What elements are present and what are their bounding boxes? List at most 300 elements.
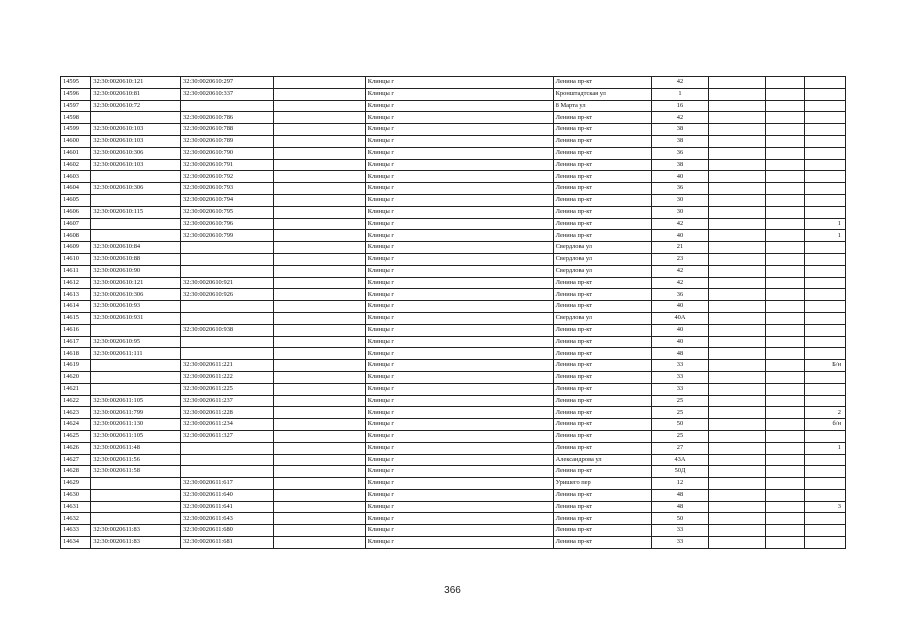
street-cell: Ленина пр-кт [553,147,651,159]
table-row [61,253,846,265]
street-cell: Свердлова ул [553,265,651,277]
city-cell: Клинцы г [365,147,553,159]
table-row [61,430,846,442]
table-row [61,419,846,431]
apartment-cell [805,301,846,313]
record-number-cell: 14606 [61,206,91,218]
record-number-cell: 14609 [61,242,91,254]
empty-cell [273,513,365,525]
related-cadastral-number-cell [181,242,274,254]
street-cell: 8 Марта ул [553,100,651,112]
empty-cell [273,77,365,89]
building-cell [709,277,765,289]
city-cell: Клинцы г [365,301,553,313]
house-number-cell: 25 [651,407,708,419]
related-cadastral-number-cell [181,442,274,454]
building-cell [709,159,765,171]
related-cadastral-number-cell: 32:30:0020611:680 [181,525,274,537]
building-cell [709,395,765,407]
table-row [61,171,846,183]
street-cell: Ленина пр-кт [553,206,651,218]
related-cadastral-number-cell: 32:30:0020610:794 [181,194,274,206]
table-row [61,537,846,549]
city-cell: Клинцы г [365,395,553,407]
record-number-cell: 14626 [61,442,91,454]
house-number-cell: 40 [651,171,708,183]
house-number-cell: 50 [651,419,708,431]
empty-cell [765,513,805,525]
empty-cell [273,395,365,407]
city-cell: Клинцы г [365,135,553,147]
building-cell [709,77,765,89]
house-number-cell: 33 [651,537,708,549]
empty-cell [273,135,365,147]
cadastral-number-cell: 32:30:0020611:56 [91,454,181,466]
table-row [61,194,846,206]
apartment-cell [805,277,846,289]
apartment-cell: 3 [805,501,846,513]
street-cell: Свердлова ул [553,312,651,324]
empty-cell [273,253,365,265]
cadastral-number-cell [91,194,181,206]
cadastral-number-cell: 32:30:0020611:83 [91,537,181,549]
building-cell [709,419,765,431]
empty-cell [273,159,365,171]
table-row [61,147,846,159]
city-cell: Клинцы г [365,336,553,348]
house-number-cell: 25 [651,395,708,407]
street-cell: Ленина пр-кт [553,430,651,442]
building-cell [709,454,765,466]
house-number-cell: 33 [651,525,708,537]
street-cell: Ленина пр-кт [553,466,651,478]
apartment-cell [805,265,846,277]
empty-cell [273,537,365,549]
related-cadastral-number-cell [181,336,274,348]
house-number-cell: 36 [651,183,708,195]
property-registry-table [60,76,846,549]
city-cell: Клинцы г [365,124,553,136]
cadastral-number-cell: 32:30:0020611:130 [91,419,181,431]
house-number-cell: 40 [651,301,708,313]
apartment-cell [805,242,846,254]
table-row [61,336,846,348]
empty-cell [273,242,365,254]
record-number-cell: 14632 [61,513,91,525]
cadastral-number-cell [91,171,181,183]
record-number-cell: 14601 [61,147,91,159]
related-cadastral-number-cell [181,253,274,265]
city-cell: Клинцы г [365,312,553,324]
table-row [61,265,846,277]
street-cell: Ленина пр-кт [553,301,651,313]
city-cell: Клинцы г [365,230,553,242]
empty-cell [273,194,365,206]
cadastral-number-cell: 32:30:0020610:115 [91,206,181,218]
city-cell: Клинцы г [365,253,553,265]
apartment-cell [805,489,846,501]
record-number-cell: 14612 [61,277,91,289]
cadastral-number-cell: 32:30:0020610:103 [91,159,181,171]
house-number-cell: 40 [651,324,708,336]
table-row [61,407,846,419]
table-row [61,454,846,466]
house-number-cell: 42 [651,265,708,277]
street-cell: Ленина пр-кт [553,407,651,419]
related-cadastral-number-cell: 32:30:0020610:796 [181,218,274,230]
related-cadastral-number-cell [181,348,274,360]
street-cell: Ленина пр-кт [553,171,651,183]
house-number-cell: 38 [651,135,708,147]
street-cell: Кронштадтская ул [553,88,651,100]
table-row [61,360,846,372]
empty-cell [765,218,805,230]
building-cell [709,513,765,525]
city-cell: Клинцы г [365,88,553,100]
cadastral-number-cell: 32:30:0020611:799 [91,407,181,419]
empty-cell [765,265,805,277]
record-number-cell: 14620 [61,371,91,383]
related-cadastral-number-cell [181,312,274,324]
record-number-cell: 14624 [61,419,91,431]
empty-cell [273,218,365,230]
record-number-cell: 14627 [61,454,91,466]
table-row [61,100,846,112]
street-cell: Ленина пр-кт [553,513,651,525]
house-number-cell: 40 [651,230,708,242]
city-cell: Клинцы г [365,537,553,549]
cadastral-number-cell [91,478,181,490]
table-row [61,183,846,195]
house-number-cell: 27 [651,442,708,454]
empty-cell [273,371,365,383]
empty-cell [765,537,805,549]
related-cadastral-number-cell: 32:30:0020610:791 [181,159,274,171]
street-cell: Ленина пр-кт [553,77,651,89]
building-cell [709,478,765,490]
empty-cell [273,348,365,360]
building-cell [709,489,765,501]
empty-cell [765,407,805,419]
empty-cell [765,419,805,431]
house-number-cell: 42 [651,277,708,289]
empty-cell [765,348,805,360]
record-number-cell: 14629 [61,478,91,490]
house-number-cell: 50Д [651,466,708,478]
street-cell: Ленина пр-кт [553,336,651,348]
house-number-cell: 21 [651,242,708,254]
street-cell: Ленина пр-кт [553,442,651,454]
empty-cell [765,183,805,195]
related-cadastral-number-cell: 32:30:0020611:327 [181,430,274,442]
city-cell: Клинцы г [365,159,553,171]
city-cell: Клинцы г [365,489,553,501]
empty-cell [273,100,365,112]
related-cadastral-number-cell [181,265,274,277]
city-cell: Клинцы г [365,206,553,218]
related-cadastral-number-cell: 32:30:0020610:921 [181,277,274,289]
apartment-cell [805,112,846,124]
empty-cell [765,242,805,254]
empty-cell [273,454,365,466]
street-cell: Ленина пр-кт [553,537,651,549]
city-cell: Клинцы г [365,513,553,525]
related-cadastral-number-cell: 32:30:0020611:228 [181,407,274,419]
street-cell: Ленина пр-кт [553,289,651,301]
empty-cell [273,265,365,277]
table-row [61,301,846,313]
empty-cell [765,88,805,100]
record-number-cell: 14603 [61,171,91,183]
city-cell: Клинцы г [365,348,553,360]
building-cell [709,230,765,242]
empty-cell [765,77,805,89]
related-cadastral-number-cell: 32:30:0020611:225 [181,383,274,395]
record-number-cell: 14622 [61,395,91,407]
cadastral-number-cell [91,489,181,501]
empty-cell [765,171,805,183]
house-number-cell: 42 [651,112,708,124]
building-cell [709,301,765,313]
street-cell: Ленина пр-кт [553,360,651,372]
building-cell [709,430,765,442]
street-cell: Ленина пр-кт [553,383,651,395]
related-cadastral-number-cell: 32:30:0020610:337 [181,88,274,100]
related-cadastral-number-cell: 32:30:0020610:792 [181,171,274,183]
apartment-cell [805,430,846,442]
cadastral-number-cell: 32:30:0020611:105 [91,430,181,442]
related-cadastral-number-cell: 32:30:0020610:297 [181,77,274,89]
building-cell [709,183,765,195]
table-row [61,466,846,478]
apartment-cell [805,348,846,360]
related-cadastral-number-cell: 32:30:0020610:926 [181,289,274,301]
house-number-cell: 48 [651,501,708,513]
related-cadastral-number-cell: 32:30:0020611:643 [181,513,274,525]
record-number-cell: 14602 [61,159,91,171]
empty-cell [273,501,365,513]
table-row [61,442,846,454]
city-cell: Клинцы г [365,112,553,124]
table-row [61,218,846,230]
table-row [61,312,846,324]
record-number-cell: 14608 [61,230,91,242]
city-cell: Клинцы г [365,466,553,478]
house-number-cell: 25 [651,430,708,442]
empty-cell [273,430,365,442]
city-cell: Клинцы г [365,454,553,466]
building-cell [709,171,765,183]
apartment-cell [805,135,846,147]
apartment-cell [805,147,846,159]
house-number-cell: 33 [651,360,708,372]
house-number-cell: 42 [651,77,708,89]
cadastral-number-cell [91,112,181,124]
empty-cell [273,525,365,537]
apartment-cell [805,525,846,537]
street-cell: Ленина пр-кт [553,230,651,242]
house-number-cell: 48 [651,489,708,501]
table-row [61,525,846,537]
table-row [61,513,846,525]
building-cell [709,324,765,336]
street-cell: Ленина пр-кт [553,194,651,206]
table-row [61,478,846,490]
house-number-cell: 50 [651,513,708,525]
table-row [61,289,846,301]
related-cadastral-number-cell [181,100,274,112]
apartment-cell: 1 [805,218,846,230]
table-row [61,348,846,360]
empty-cell [273,324,365,336]
empty-cell [273,336,365,348]
cadastral-number-cell: 32:30:0020611:111 [91,348,181,360]
related-cadastral-number-cell: 32:30:0020611:222 [181,371,274,383]
house-number-cell: 36 [651,289,708,301]
empty-cell [273,360,365,372]
record-number-cell: 14623 [61,407,91,419]
cadastral-number-cell [91,230,181,242]
house-number-cell: 42 [651,218,708,230]
building-cell [709,371,765,383]
apartment-cell [805,100,846,112]
street-cell: Ленина пр-кт [553,348,651,360]
house-number-cell: 38 [651,159,708,171]
record-number-cell: 14613 [61,289,91,301]
apartment-cell [805,466,846,478]
street-cell: Ленина пр-кт [553,501,651,513]
city-cell: Клинцы г [365,442,553,454]
building-cell [709,135,765,147]
table-row [61,383,846,395]
empty-cell [765,277,805,289]
building-cell [709,100,765,112]
cadastral-number-cell: 32:30:0020610:121 [91,277,181,289]
house-number-cell: 16 [651,100,708,112]
empty-cell [765,466,805,478]
house-number-cell: 38 [651,124,708,136]
empty-cell [765,360,805,372]
related-cadastral-number-cell: 32:30:0020611:234 [181,419,274,431]
apartment-cell: Б/н [805,360,846,372]
cadastral-number-cell: 32:30:0020610:84 [91,242,181,254]
table-row [61,277,846,289]
record-number-cell: 14597 [61,100,91,112]
apartment-cell [805,183,846,195]
empty-cell [765,442,805,454]
street-cell: Ленина пр-кт [553,218,651,230]
apartment-cell [805,206,846,218]
empty-cell [765,253,805,265]
building-cell [709,360,765,372]
building-cell [709,242,765,254]
empty-cell [765,112,805,124]
city-cell: Клинцы г [365,478,553,490]
cadastral-number-cell [91,513,181,525]
record-number-cell: 14633 [61,525,91,537]
city-cell: Клинцы г [365,383,553,395]
building-cell [709,442,765,454]
building-cell [709,537,765,549]
building-cell [709,124,765,136]
building-cell [709,253,765,265]
empty-cell [765,501,805,513]
apartment-cell [805,124,846,136]
cadastral-number-cell [91,371,181,383]
house-number-cell: 48 [651,348,708,360]
apartment-cell [805,336,846,348]
empty-cell [273,206,365,218]
city-cell: Клинцы г [365,242,553,254]
street-cell: Ленина пр-кт [553,277,651,289]
table-row [61,159,846,171]
empty-cell [765,147,805,159]
page-number: 366 [444,585,461,596]
empty-cell [765,525,805,537]
street-cell: Ленина пр-кт [553,324,651,336]
street-cell: Ленина пр-кт [553,159,651,171]
cadastral-number-cell: 32:30:0020610:306 [91,289,181,301]
cadastral-number-cell: 32:30:0020610:306 [91,183,181,195]
record-number-cell: 14621 [61,383,91,395]
cadastral-number-cell [91,360,181,372]
record-number-cell: 14604 [61,183,91,195]
street-cell: Уришего пер [553,478,651,490]
apartment-cell [805,537,846,549]
apartment-cell: б/н [805,419,846,431]
street-cell: Ленина пр-кт [553,525,651,537]
table-row [61,88,846,100]
record-number-cell: 14615 [61,312,91,324]
apartment-cell [805,312,846,324]
cadastral-number-cell [91,501,181,513]
building-cell [709,88,765,100]
empty-cell [765,383,805,395]
city-cell: Клинцы г [365,324,553,336]
building-cell [709,312,765,324]
city-cell: Клинцы г [365,265,553,277]
cadastral-number-cell: 32:30:0020611:58 [91,466,181,478]
empty-cell [273,478,365,490]
city-cell: Клинцы г [365,430,553,442]
house-number-cell: 23 [651,253,708,265]
city-cell: Клинцы г [365,100,553,112]
table-row [61,206,846,218]
apartment-cell [805,88,846,100]
house-number-cell: 40А [651,312,708,324]
empty-cell [273,466,365,478]
record-number-cell: 14596 [61,88,91,100]
record-number-cell: 14630 [61,489,91,501]
cadastral-number-cell: 32:30:0020610:103 [91,135,181,147]
building-cell [709,525,765,537]
empty-cell [765,395,805,407]
house-number-cell: 33 [651,383,708,395]
house-number-cell: 1 [651,88,708,100]
related-cadastral-number-cell: 32:30:0020610:793 [181,183,274,195]
building-cell [709,147,765,159]
house-number-cell: 12 [651,478,708,490]
city-cell: Клинцы г [365,289,553,301]
apartment-cell [805,289,846,301]
apartment-cell [805,371,846,383]
empty-cell [765,371,805,383]
record-number-cell: 14611 [61,265,91,277]
related-cadastral-number-cell [181,454,274,466]
building-cell [709,194,765,206]
empty-cell [765,124,805,136]
apartment-cell: 1 [805,230,846,242]
